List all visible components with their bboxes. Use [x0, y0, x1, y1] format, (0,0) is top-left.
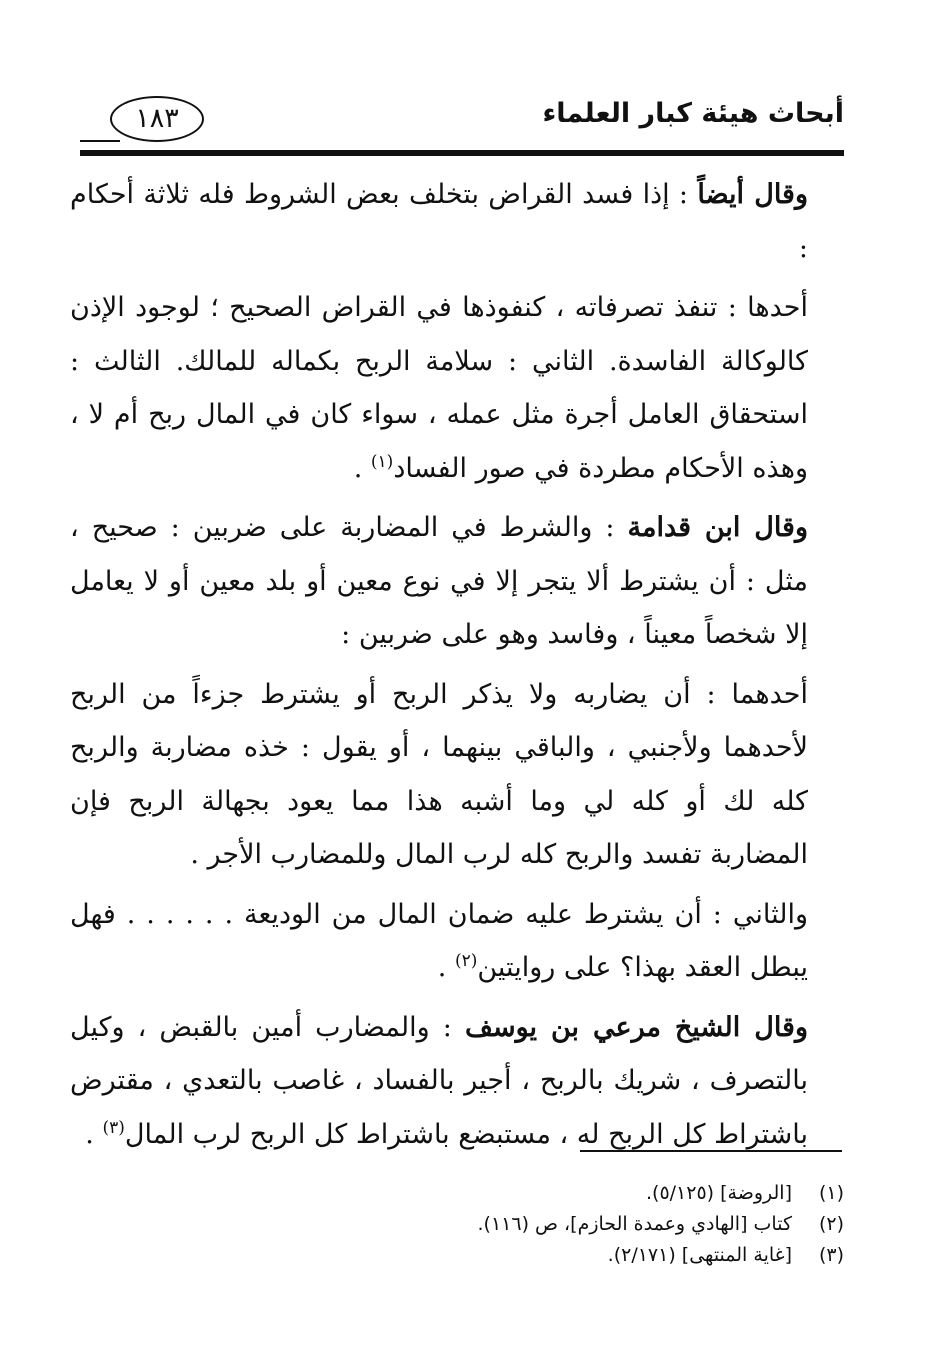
paragraph-text: أحدهما : أن يضاربه ولا يذكر الربح أو يشترط جزءاً من الربح لأحدهما ولأجنبي ، والباقي بينهما ، أو يقول : خذه مضاربة والربح كله لك أو كله لي وما أشبه هذا مما يعود بجهالة الربح فإن المضاربة تفسد والربح كله لرب المال وللمضارب الأجر . [70, 678, 808, 870]
paragraph-text: : والمضارب أمين بالقبض ، وكيل بالتصرف ، شريك بالربح ، أجير بالفساد ، غاصب بالتعدي ، مقترض باشتراط كل الربح له ، مستبضع باشتراط كل الربح لرب المال [70, 1011, 808, 1150]
paragraph-end: . [85, 1118, 103, 1150]
body-text [70, 168, 842, 1167]
paragraph [70, 281, 842, 495]
speaker: وقال الشيخ مرعي بن يوسف [465, 1011, 808, 1043]
header-rule-thin [80, 140, 120, 142]
footnote-text: كتاب [الهادي وعمدة الحازم]، ص (١١٦). [477, 1213, 792, 1235]
paragraph [70, 668, 842, 882]
footnote-number: (٢) [818, 1213, 844, 1235]
footnote-text: [الروضة] (٥/١٢٥). [645, 1182, 792, 1204]
running-title: أبحاث هيئة كبار العلماء [542, 98, 844, 129]
speaker: وقال أيضاً [697, 179, 808, 210]
paragraph [70, 501, 842, 662]
paragraph-text: أحدها : تنفذ تصرفاته ، كنفوذها في القراض الصحيح ؛ لوجود الإذن كالوكالة الفاسدة. الثاني : سلامة الربح بكماله للمالك. الثالث : استحقاق العامل أجرة مثل عمله ، سواء كان في المال ربح أم لا ، وهذه الأحكام مطردة في صور الفساد [70, 292, 808, 484]
header-rule [80, 150, 844, 156]
footnote-ref[interactable]: (٣) [102, 1117, 125, 1138]
footnote-item [284, 1209, 844, 1240]
paragraph-end: . [353, 452, 371, 484]
footnote-ref[interactable]: (٢) [454, 951, 478, 971]
footnote-number: (٣) [818, 1244, 844, 1266]
footnote-number: (١) [818, 1182, 844, 1204]
footnote-separator [580, 1150, 842, 1152]
page-number: ١٨٣ [110, 96, 204, 142]
paragraph-text: : إذا فسد القراض بتخلف بعض الشروط فله ثلاثة أحكام : [70, 179, 808, 264]
paragraph-text: : والشرط في المضاربة على ضربين : صحيح ، مثل : أن يشترط ألا يتجر إلا في نوع معين أو بلد معين أو لا يعامل إلا شخصاً معيناً ، وفاسد وهو على ضربين : [70, 512, 808, 650]
paragraph [70, 1001, 842, 1162]
paragraph-end: . [437, 952, 455, 983]
paragraph-text: والثاني : أن يشترط عليه ضمان المال من الوديعة . . . . . . فهل يبطل العقد بهذا؟ على روايتين [70, 898, 808, 983]
footnote-text: [غاية المنتهى] (٢/١٧١). [607, 1244, 792, 1266]
paragraph [70, 168, 842, 275]
paragraph [70, 888, 842, 995]
speaker: وقال ابن قدامة [627, 512, 808, 543]
footnote-ref[interactable]: (١) [370, 451, 394, 472]
footnote-item [284, 1240, 844, 1271]
footnote-item [284, 1178, 844, 1209]
footnotes [284, 1178, 844, 1271]
